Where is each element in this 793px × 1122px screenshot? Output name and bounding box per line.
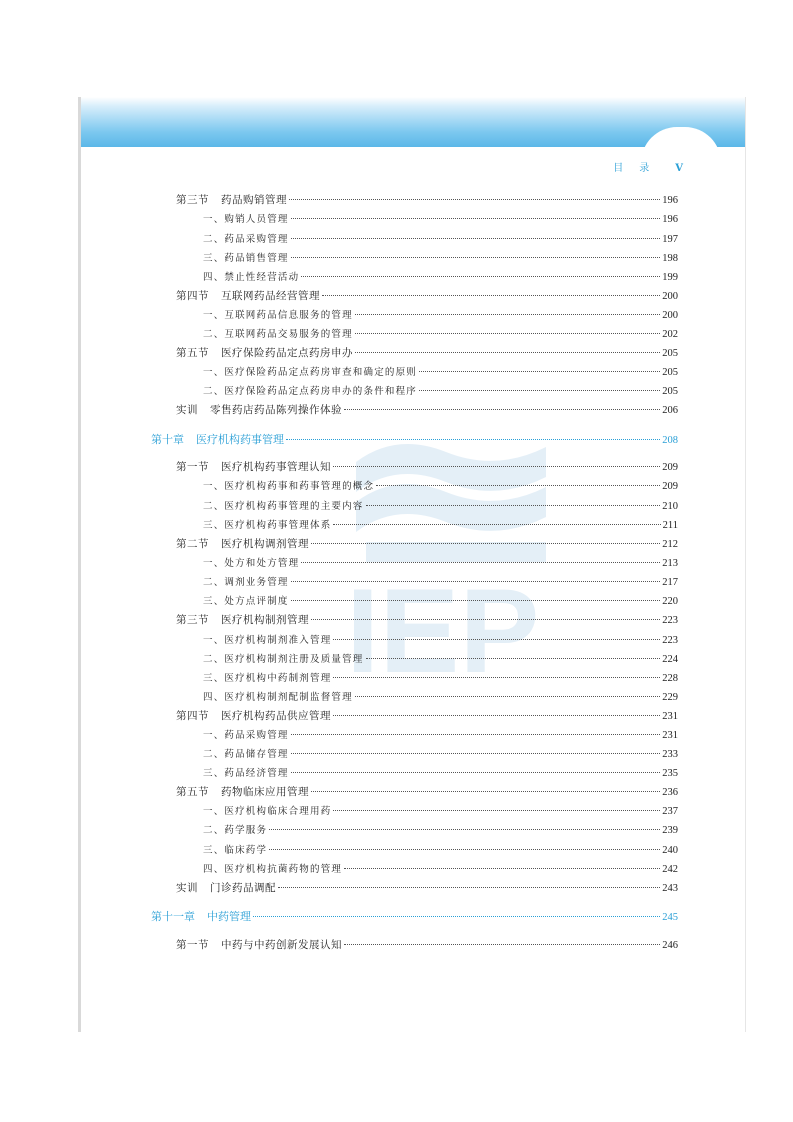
toc-page-number: 231 (662, 730, 678, 741)
toc-subsection-entry[interactable] (203, 498, 678, 514)
toc-section-entry[interactable] (176, 937, 678, 953)
toc-entry-title: 中药管理 (207, 910, 251, 923)
toc-section-entry[interactable] (176, 784, 678, 800)
toc-leader-dots (419, 390, 660, 391)
toc-leader-dots (333, 524, 660, 525)
toc-entry-title: 四、医疗机构抗菌药物的管理 (203, 864, 343, 875)
toc-entry-title: 一、医疗机构药事和药事管理的概念 (203, 481, 375, 492)
toc-subsection-entry[interactable] (203, 211, 678, 227)
toc-subsection-entry[interactable] (203, 307, 678, 323)
toc-subsection-entry[interactable] (203, 727, 678, 743)
toc-leader-dots (355, 352, 660, 353)
toc-entry-title: 医疗机构制剂管理 (221, 614, 309, 626)
toc-subsection-entry[interactable] (203, 555, 678, 571)
toc-leader-dots (333, 810, 660, 811)
toc-page-number: 206 (662, 405, 678, 416)
header-banner (81, 97, 745, 147)
toc-page-number: 223 (662, 615, 678, 626)
document-page (78, 97, 746, 1032)
toc-chapter-entry[interactable] (151, 908, 678, 924)
toc-leader-dots (291, 734, 661, 735)
toc-leader-dots (355, 696, 660, 697)
toc-entry-title: 一、药品采购管理 (203, 730, 289, 741)
toc-page-number: 242 (662, 864, 678, 875)
toc-page-number: 223 (662, 635, 678, 646)
toc-entry-title: 二、医疗机构制剂注册及质量管理 (203, 654, 364, 665)
toc-subsection-entry[interactable] (203, 593, 678, 609)
toc-subsection-entry[interactable] (203, 651, 678, 667)
toc-entry-title: 二、药品储存管理 (203, 749, 289, 760)
toc-page-number: 199 (662, 272, 678, 283)
toc-section-entry[interactable] (176, 612, 678, 628)
toc-entry-title: 三、处方点评制度 (203, 596, 289, 607)
toc-section-entry[interactable] (176, 402, 678, 418)
toc-page-number: 208 (662, 435, 678, 446)
toc-leader-dots (291, 600, 661, 601)
toc-leader-dots (333, 639, 660, 640)
toc-leader-dots (291, 581, 661, 582)
toc-leader-dots (291, 753, 661, 754)
toc-page-number: 245 (662, 912, 678, 923)
toc-entry-title: 三、药品经济管理 (203, 768, 289, 779)
toc-subsection-entry[interactable] (203, 670, 678, 686)
toc-page-number: 236 (662, 787, 678, 798)
toc-leader-dots (286, 439, 660, 440)
toc-page-number: 212 (662, 539, 678, 550)
toc-page-number: 224 (662, 654, 678, 665)
toc-subsection-entry[interactable] (203, 861, 678, 877)
toc-page-number: 233 (662, 749, 678, 760)
toc-leader-dots (311, 619, 660, 620)
toc-leader-dots (333, 715, 660, 716)
toc-entry-title: 四、医疗机构制剂配制监督管理 (203, 692, 353, 703)
toc-leader-dots (278, 887, 660, 888)
toc-page-number: 197 (662, 234, 678, 245)
toc-page-number: 220 (662, 596, 678, 607)
toc-leader-dots (291, 772, 661, 773)
toc-page-number: 228 (662, 673, 678, 684)
toc-leader-dots (366, 505, 661, 506)
toc-entry-title: 药物临床应用管理 (221, 786, 309, 798)
toc-entry-title: 一、购销人员管理 (203, 214, 289, 225)
toc-subsection-entry[interactable] (203, 383, 678, 399)
toc-subsection-entry[interactable] (203, 689, 678, 705)
toc-subsection-entry[interactable] (203, 803, 678, 819)
toc-leader-dots (291, 257, 661, 258)
toc-page-number: 205 (662, 348, 678, 359)
toc-page-number: 231 (662, 711, 678, 722)
toc-entry-title: 一、医疗机构临床合理用药 (203, 806, 332, 817)
running-header (613, 159, 683, 174)
toc-entry-label: 第三节 (176, 194, 209, 206)
toc-entry-label: 第二节 (176, 538, 209, 550)
toc-entry-title: 四、禁止性经营活动 (203, 272, 300, 283)
toc-page-number: 202 (662, 329, 678, 340)
toc-page-number: 209 (662, 481, 678, 492)
toc-page-number: 210 (662, 501, 678, 512)
toc-entry-title: 二、药品采购管理 (203, 234, 289, 245)
toc-entry-label: 第三节 (176, 614, 209, 626)
toc-entry-title: 零售药店药品陈列操作体验 (210, 404, 342, 416)
toc-entry-title: 三、临床药学 (203, 845, 268, 856)
toc-entry-title: 二、药学服务 (203, 825, 268, 836)
toc-leader-dots (344, 409, 660, 410)
toc-section-entry[interactable] (176, 880, 678, 896)
toc-page-number: 196 (662, 195, 678, 206)
toc-leader-dots (333, 466, 660, 467)
header-page-number: Ⅴ (675, 163, 683, 174)
toc-entry-title: 药品购销管理 (221, 194, 287, 206)
toc-page-number: 211 (662, 520, 678, 531)
toc-leader-dots (291, 238, 661, 239)
toc-subsection-entry[interactable] (203, 478, 678, 494)
toc-leader-dots (344, 944, 660, 945)
toc-leader-dots (376, 485, 660, 486)
toc-subsection-entry[interactable] (203, 765, 678, 781)
toc-entry-title: 一、处方和处方管理 (203, 558, 300, 569)
toc-leader-dots (289, 199, 660, 200)
toc-subsection-entry[interactable] (203, 632, 678, 648)
toc-entry-title: 互联网药品经营管理 (221, 290, 320, 302)
toc-page-number: 205 (662, 386, 678, 397)
toc-subsection-entry[interactable] (203, 746, 678, 762)
toc-entry-title: 医疗机构药事管理 (196, 433, 284, 446)
toc-leader-dots (311, 543, 660, 544)
toc-entry-title: 二、互联网药品交易服务的管理 (203, 329, 353, 340)
toc-entry-title: 三、药品销售管理 (203, 253, 289, 264)
toc-section-entry[interactable] (176, 345, 678, 361)
toc-section-entry[interactable] (176, 288, 678, 304)
toc-leader-dots (355, 314, 660, 315)
toc-page-number: 205 (662, 367, 678, 378)
toc-subsection-entry[interactable] (203, 517, 678, 533)
toc-entry-title: 二、医疗机构药事管理的主要内容 (203, 501, 364, 512)
toc-page-number: 246 (662, 940, 678, 951)
toc-leader-dots (269, 849, 660, 850)
toc-subsection-entry[interactable] (203, 822, 678, 838)
toc-entry-title: 医疗机构调剂管理 (221, 538, 309, 550)
toc-subsection-entry[interactable] (203, 364, 678, 380)
toc-entry-label: 实训 (176, 404, 198, 416)
toc-subsection-entry[interactable] (203, 842, 678, 858)
toc-entry-title: 医疗保险药品定点药房申办 (221, 347, 353, 359)
watermark-letters: IEP (346, 564, 540, 682)
toc-leader-dots (291, 218, 661, 219)
toc-entry-label: 第五节 (176, 347, 209, 359)
toc-entry-title: 三、医疗机构中药制剂管理 (203, 673, 332, 684)
toc-leader-dots (269, 829, 660, 830)
toc-leader-dots (301, 276, 660, 277)
toc-entry-title: 二、医疗保险药品定点药房申办的条件和程序 (203, 386, 418, 397)
toc-subsection-entry[interactable] (203, 326, 678, 342)
toc-subsection-entry[interactable] (203, 250, 678, 266)
toc-leader-dots (322, 295, 660, 296)
toc-entry-label: 第十章 (151, 433, 184, 446)
toc-leader-dots (419, 371, 660, 372)
toc-entry-label: 第一节 (176, 461, 209, 473)
toc-page-number: 240 (662, 845, 678, 856)
toc-page-number: 237 (662, 806, 678, 817)
toc-entry-title: 三、医疗机构药事管理体系 (203, 520, 332, 531)
toc-leader-dots (311, 791, 660, 792)
toc-subsection-entry[interactable] (203, 574, 678, 590)
toc-page-number: 235 (662, 768, 678, 779)
toc-entry-title: 一、互联网药品信息服务的管理 (203, 310, 353, 321)
toc-leader-dots (333, 677, 660, 678)
toc-section-entry[interactable] (176, 708, 678, 724)
toc-subsection-entry[interactable] (203, 269, 678, 285)
toc-page-number: 200 (662, 310, 678, 321)
toc-leader-dots (253, 916, 660, 917)
toc-leader-dots (366, 658, 661, 659)
toc-entry-title: 一、医疗保险药品定点药房审查和确定的原则 (203, 367, 418, 378)
toc-entry-label: 实训 (176, 882, 198, 894)
toc-entry-title: 二、调剂业务管理 (203, 577, 289, 588)
header-title-char-1: 目 (613, 163, 624, 174)
toc-entry-title: 一、医疗机构制剂准入管理 (203, 635, 332, 646)
toc-entry-title: 医疗机构药事管理认知 (221, 461, 331, 473)
header-title-char-2: 录 (639, 163, 650, 174)
toc-page-number: 209 (662, 462, 678, 473)
toc-page-number: 196 (662, 214, 678, 225)
toc-page-number: 200 (662, 291, 678, 302)
toc-chapter-entry[interactable] (151, 431, 678, 447)
toc-subsection-entry[interactable] (203, 231, 678, 247)
toc-leader-dots (355, 333, 660, 334)
toc-entry-label: 第一节 (176, 939, 209, 951)
toc-page-number: 213 (662, 558, 678, 569)
toc-section-entry[interactable] (176, 459, 678, 475)
toc-section-entry[interactable] (176, 192, 678, 208)
toc-page-number: 243 (662, 883, 678, 894)
toc-page-number: 229 (662, 692, 678, 703)
toc-leader-dots (301, 562, 660, 563)
toc-entry-label: 第十一章 (151, 910, 195, 923)
toc-page-number: 198 (662, 253, 678, 264)
toc-entry-label: 第四节 (176, 710, 209, 722)
toc-entry-label: 第五节 (176, 786, 209, 798)
toc-page-number: 239 (662, 825, 678, 836)
toc-entry-title: 中药与中药创新发展认知 (221, 939, 342, 951)
toc-page-number: 217 (662, 577, 678, 588)
toc-entry-label: 第四节 (176, 290, 209, 302)
toc-entry-title: 医疗机构药品供应管理 (221, 710, 331, 722)
toc-section-entry[interactable] (176, 536, 678, 552)
toc-entry-title: 门诊药品调配 (210, 882, 276, 894)
toc-leader-dots (344, 868, 660, 869)
